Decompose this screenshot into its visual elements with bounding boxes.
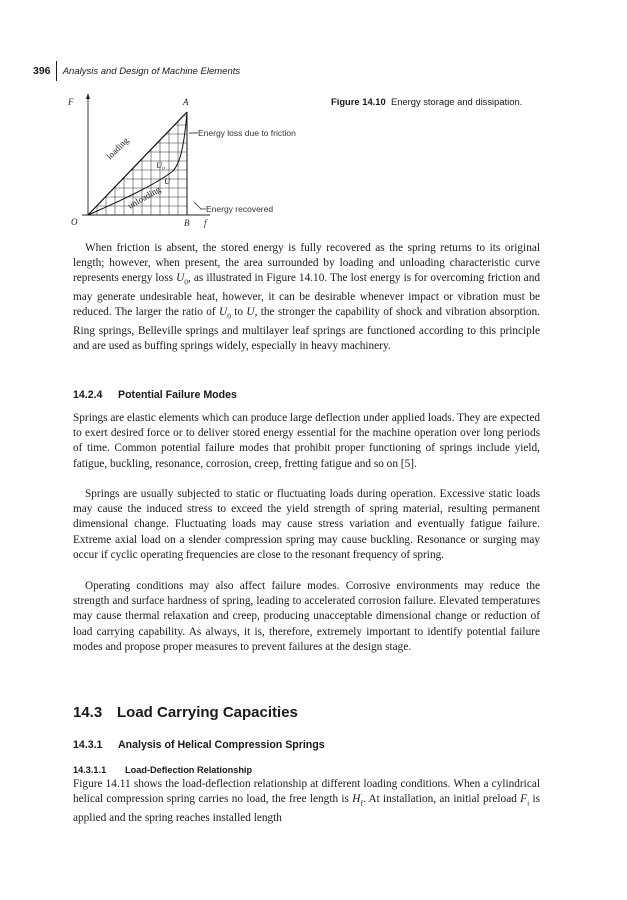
caption-label: Figure 14.10 <box>331 96 386 107</box>
paragraph-loads: Springs are usually subjected to static or fluctuating loads during operation. Excessive static loads may cause the induced stress to exceed the yield strength of spring material, resulting permanent dimensional change. Fluctuating loads may cause stress variation and eventually fatigue failure. Extreme axial load on a slender compression spring may cause buckling. Resonance or surging may occur if cyclic operating frequencies are close to the resonant frequency of spring. <box>73 488 540 561</box>
figure-caption <box>331 96 601 107</box>
text-run: is applied and the spring reaches installed length <box>73 793 540 824</box>
math-symbol: F <box>520 793 528 806</box>
point-a-label: A <box>183 97 189 107</box>
energy-recovered-label: Energy recovered <box>206 204 274 214</box>
book-title: Analysis and Design of Machine Elements <box>62 65 241 77</box>
math-subscript: 0 <box>227 311 231 321</box>
section-title: Load-Deflection Relationship <box>125 765 253 775</box>
point-b-label: B <box>184 218 190 228</box>
axis-x-label: f <box>204 218 207 228</box>
paragraph-friction <box>73 241 540 354</box>
figure-energy-storage <box>60 93 330 233</box>
origin-label: O <box>71 217 78 227</box>
section-number: 14.3.1.1 <box>73 765 107 775</box>
caption-text: Energy storage and dissipation. <box>390 96 523 107</box>
section-number: 14.2.4 <box>73 389 103 401</box>
section-title: Potential Failure Modes <box>118 389 237 401</box>
paragraph-load-deflection <box>73 777 540 826</box>
text-run: to <box>230 306 247 319</box>
header-divider <box>56 61 57 81</box>
energy-diagram <box>60 93 330 233</box>
text-run: , the stronger the capability of shock and vibration absorption. Ring springs, Belleville springs and multilayer leaf springs are functioned according to this principle and are used as buffing springs widely, especially in heavy machinery. <box>73 306 540 352</box>
energy-recovered-leader <box>194 202 206 209</box>
math-subscript: f <box>360 798 363 808</box>
energy-loss-label: Energy loss due to friction <box>198 128 296 138</box>
text-run: , as illustrated in Figure 14.10. The lost energy is for overcoming friction and may generate undesirable heat, however, it can be desirable whenever impact or vibration must be reduced. The larger the ratio of <box>73 272 540 319</box>
math-symbol: U <box>219 306 228 319</box>
u-label: U <box>164 176 171 186</box>
section-title: Load Carrying Capacities <box>117 704 298 721</box>
axis-y-label: F <box>68 97 74 107</box>
section-heading-14-3-1-1 <box>73 765 252 775</box>
paragraph-operating-conditions: Operating conditions may also affect failure modes. Corrosive environments may reduce the strength and surface hardness of spring, leading to accelerated corrosion failure. Elevated temperatures may cause thermal relaxation and creep, producing unacceptable dimensional change or reduction of load carrying capability. As always, it is, therefore, extremely important to identify potential failure modes and propose proper measures to prevent failures at the design stage. <box>73 580 540 653</box>
page-number: 396 <box>33 65 51 77</box>
math-subscript: i <box>527 798 530 808</box>
section-heading-14-3-1 <box>73 739 325 751</box>
section-heading-14-3 <box>73 704 298 721</box>
section-heading-14-2-4 <box>73 389 237 401</box>
paragraph-failure-intro: Springs are elastic elements which can produce large deflection under applied loads. They are expected to exert desired force or to deliver stored energy essential for the machine operation over long periods of time. Common potential failure modes that prohibit proper functioning of springs include yield, fatigue, buckling, resonance, corrosion, creep, fretting fatigue and so on [5]. <box>73 412 540 470</box>
running-head <box>33 62 240 80</box>
text-run: Figure 14.11 shows the load-deflection relationship at different loading conditions. When a cylindrical helical compression spring carries no load, the free length is <box>73 778 540 806</box>
text-run: . At installation, an initial preload <box>362 793 521 806</box>
u0-label: U₀ <box>156 160 166 170</box>
section-number: 14.3 <box>73 704 103 721</box>
section-number: 14.3.1 <box>73 739 103 751</box>
section-title: Analysis of Helical Compression Springs <box>118 739 325 751</box>
math-subscript: 0 <box>184 277 188 287</box>
text-run: When friction is absent, the stored energy is fully recovered as the spring returns to its original length; however, when present, the area surrounded by loading and unloading characteristic curve represents energy loss <box>73 242 540 285</box>
energy-grid-hatch <box>60 93 200 233</box>
unloading-label: unloading <box>126 184 163 211</box>
math-symbol: H <box>352 793 361 806</box>
math-symbol: U <box>246 306 255 319</box>
y-axis-arrow-icon <box>86 93 90 99</box>
loading-label: loading <box>104 135 131 162</box>
math-symbol: U <box>176 272 185 285</box>
